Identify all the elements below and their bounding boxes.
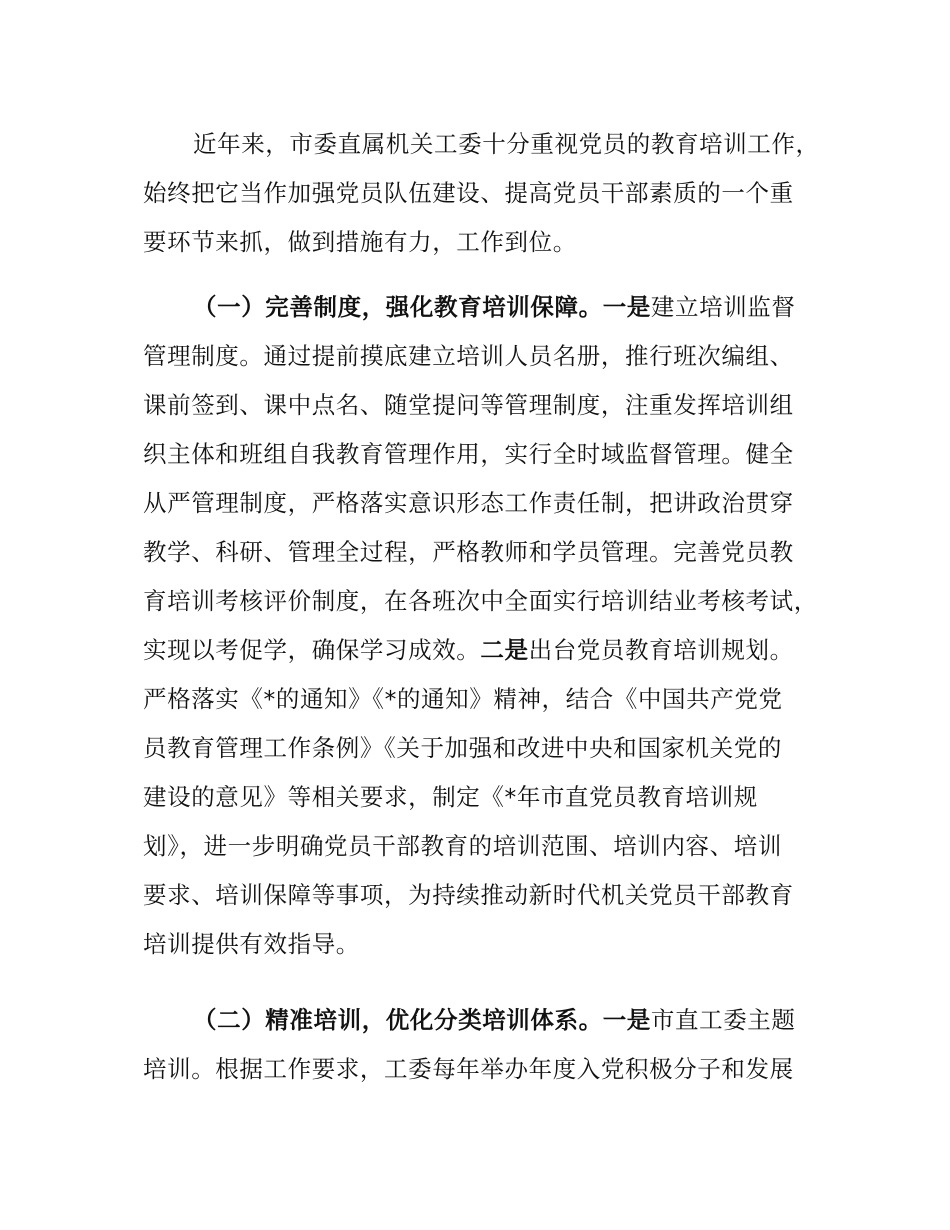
- text-line: 近年来，市委直属机关工委十分重视党员的教育培训工作，: [193, 130, 820, 158]
- section-one-paragraph: [143, 283, 818, 969]
- text-line: 建设的意见》等相关要求，制定《*年市直党员教育培训规: [143, 783, 758, 811]
- intro-paragraph: [143, 120, 820, 267]
- text-line: 从严管理制度，严格落实意识形态工作责任制，把讲政治贯穿: [143, 489, 794, 517]
- text-line: 教学、科研、管理全过程，严格教师和学员管理。完善党员教: [143, 538, 794, 566]
- text-line: 课前签到、课中点名、随堂提问等管理制度，注重发挥培训组: [143, 391, 794, 419]
- text-fragment: 市直工委主题: [650, 1006, 796, 1034]
- text-line: 培训提供有效指导。: [143, 930, 360, 958]
- text-line: 始终把它当作加强党员队伍建设、提高党员干部素质的一个重: [143, 179, 794, 207]
- text-line: 培训。根据工作要求，工委每年举办年度入党积极分子和发展: [143, 1055, 794, 1083]
- text-line: 划》，进一步明确党员干部教育的培训范围、培训内容、培训: [143, 832, 782, 860]
- lead-marker: 一是: [602, 293, 651, 321]
- text-line: 要环节来抓，做到措施有力，工作到位。: [143, 228, 577, 256]
- lead-marker: 二是: [480, 636, 529, 664]
- text-line: 严格落实《*的通知》《*的通知》精神，结合《中国共产党党: [143, 685, 783, 713]
- section-two-paragraph: [143, 996, 813, 1094]
- text-fragment: 实现以考促学，确保学习成效。: [143, 636, 481, 664]
- text-line: 员教育管理工作条例》《关于加强和改进中央和国家机关党的: [143, 734, 782, 762]
- text-line: 育培训考核评价制度，在各班次中全面实行培训结业考核考试，: [143, 587, 818, 615]
- text-fragment: 出台党员教育培训规划。: [528, 636, 794, 664]
- text-line: 织主体和班组自我教育管理作用，实行全时域监督管理。健全: [143, 440, 794, 468]
- section-heading-line: [143, 996, 813, 1045]
- section-heading: （二）精准培训，优化分类培训体系。: [193, 1006, 603, 1034]
- text-fragment: 建立培训监督: [650, 293, 796, 321]
- text-line: 管理制度。通过提前摸底建立培训人员名册，推行班次编组、: [143, 342, 794, 370]
- text-line-with-lead: [143, 626, 813, 675]
- lead-marker: 一是: [602, 1006, 651, 1034]
- section-heading: （一）完善制度，强化教育培训保障。: [193, 293, 603, 321]
- text-line: 要求、培训保障等事项，为持续推动新时代机关党员干部教育: [143, 881, 794, 909]
- section-heading-line: [143, 283, 813, 332]
